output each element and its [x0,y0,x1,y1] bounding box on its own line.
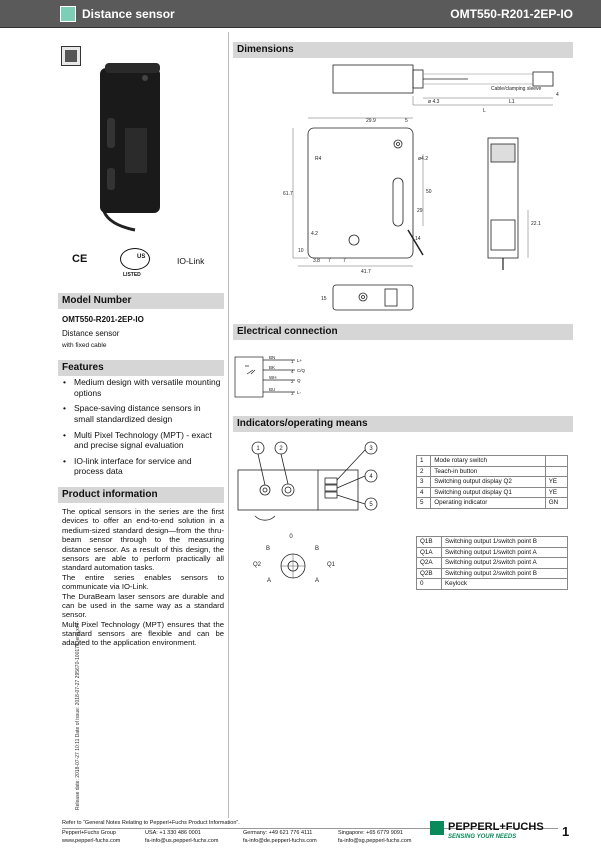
table-cell: Switching output display Q2 [431,477,546,488]
dim-label: 15 [321,296,327,302]
brand-mark-icon [430,821,444,835]
singapore-phone: Singapore: +65 6779 9091 [338,830,403,836]
table-cell: Switching output 1/switch point A [441,547,567,558]
indicators-table [416,455,568,509]
table-cell: 1 [417,456,431,467]
feature-item: • Medium design with versatile mounting options [62,377,222,398]
dim-label: ø4.2 [418,156,429,162]
table-row [417,456,568,467]
rotary-label: A [266,578,272,584]
pin-label: Q [297,378,301,383]
rotary-label: Q2 [252,562,262,568]
pin-number: 2 [291,379,294,384]
model-description: Distance sensor [62,329,120,338]
dim-label: 7 [328,258,331,264]
table-row [417,466,568,477]
group-name: Pepperl+Fuchs Group [62,830,116,836]
ul-logo-text: US [137,254,146,260]
dim-label: 14 [415,236,421,242]
table-cell: YE [545,477,567,488]
model-number-heading: Model Number [58,293,224,309]
footer-group [62,830,120,846]
table-cell: 5 [417,498,431,509]
table-cell [545,466,567,477]
rotary-label: 0 [289,534,293,540]
rotary-label: B [314,546,320,552]
dim-label: 5 [405,118,408,124]
dim-label: 61.7 [283,191,293,197]
table-cell: Q2B [417,568,442,579]
usa-phone: USA: +1 330 486 0001 [145,830,201,836]
switch-positions-table [416,536,568,590]
callout-label: 5 [369,502,373,508]
footer-germany [243,830,317,846]
pin-number: 4 [291,369,294,374]
model-subdescription: with fixed cable [62,342,107,349]
wiring-diagram [233,352,343,402]
dim-label: R4 [315,156,322,162]
rotary-label: Q1 [326,562,336,568]
table-cell: Q2A [417,558,442,569]
callout-label: 4 [369,474,373,480]
table-cell: Mode rotary switch [431,456,546,467]
table-row [417,558,568,569]
footer-usa [145,830,218,846]
footer-singapore [338,830,411,846]
category-icon [60,6,76,22]
dim-label: L1 [509,99,515,105]
dimensions-drawing [233,60,573,315]
singapore-email[interactable]: fa-info@sg.pepperl-fuchs.com [338,837,412,844]
dim-label: 50 [426,189,432,195]
feature-item: • Space-saving distance sensors in small standardized design [62,403,222,424]
wire-color: BK [269,365,276,370]
callout-label: 3 [369,446,373,452]
callout-label: 2 [279,446,283,452]
model-number: OMT550-R201-2EP-IO [62,315,144,324]
dimensions-heading: Dimensions [233,42,573,58]
dim-label: L [483,108,486,114]
dim-label: 41.7 [361,269,371,275]
dim-label: 29.9 [366,118,376,124]
pin-label: L+ [297,358,303,363]
table-cell: Teach-in button [431,466,546,477]
brand-tagline: SENSING YOUR NEEDS [448,834,517,840]
dim-label: ø 4.3 [428,99,440,105]
ul-listed-text: LISTED [123,272,141,278]
table-row [417,568,568,579]
ul-logo [120,248,150,270]
usa-email[interactable]: fa-info@us.pepperl-fuchs.com [145,837,219,844]
indicators-heading: Indicators/operating means [233,416,573,432]
pin-number: 3 [291,391,294,396]
product-info-paragraph: The entire series enables sensors to communicate via IO-Link. [62,572,224,592]
indicators-drawing [233,438,413,588]
dim-label: 4 [556,92,559,98]
features-heading: Features [58,360,224,376]
product-code: OMT550-R201-2EP-IO [450,7,573,21]
table-cell: 4 [417,487,431,498]
table-cell: 0 [417,579,442,590]
table-cell: Q1A [417,547,442,558]
table-cell: Keylock [441,579,567,590]
features-list [62,377,222,482]
table-cell: Operating indicator [431,498,546,509]
product-info-paragraph: The DuraBeam laser sensors are durable and can be used in the same way as a standard sensor. [62,591,224,620]
feature-item: • IO-link interface for service and process data [62,456,222,477]
release-info: Release date: 2018-07-27 10:11 Date of issue: 2018-07-27 295670-100176_eng.xml [75,623,81,810]
table-cell: Q1B [417,537,442,548]
feature-item: • Multi Pixel Technology (MPT) - exact and precise signal evaluation [62,430,222,451]
dim-label: 29 [417,208,423,214]
germany-phone: Germany: +49 621 776 4111 [243,830,313,836]
table-row [417,477,568,488]
rotary-label: B [265,546,271,552]
table-cell: Switching output display Q1 [431,487,546,498]
table-row [417,579,568,590]
pin-label: L- [297,390,302,395]
dim-label: 3.8 [313,258,320,264]
product-info-paragraph: Multi Pixel Technology (MPT) ensures that the standard sensors are flexible and can be adapted to the application environment. [62,619,224,648]
table-cell: Switching output 2/switch point A [441,558,567,569]
ce-mark: CE [72,253,88,265]
dim-label: Cable/clamping sleeve [491,86,542,92]
table-row [417,537,568,548]
table-cell: Switching output 2/switch point B [441,568,567,579]
iolink-logo: IO-Link [177,256,205,266]
column-divider [228,32,229,818]
table-cell: GN [545,498,567,509]
wire-color: BN [269,355,276,360]
website-link[interactable]: www.pepperl-fuchs.com [62,837,121,844]
callout-label: 1 [256,446,260,452]
pin-number: 1 [291,359,294,364]
page-number: 1 [562,824,570,839]
rotary-label: A [314,578,320,584]
table-cell: 3 [417,477,431,488]
pin-label: C/Q [297,368,306,373]
document-icon [61,46,81,66]
electrical-heading: Electrical connection [233,324,573,340]
header-bar [0,0,601,28]
table-row [417,498,568,509]
table-row [417,547,568,558]
dim-label: 10 [298,248,304,254]
table-cell [545,456,567,467]
general-notes-reference: Refer to “General Notes Relating to Pepperl+Fuchs Product Information”. [62,820,240,826]
product-info-heading: Product information [58,487,224,503]
table-row [417,487,568,498]
product-info-paragraph: The optical sensors in the series are the first devices to offer an end-to-end solution in a medium-sized standard design—from the thru-beam sensor through to the measuring distance sensor. As a result of this design, the sensors are able to perform practically all standard automation tasks. [62,507,224,573]
wire-color: WH [269,375,277,380]
table-cell: Switching output 1/switch point B [441,537,567,548]
product-info-body [62,507,224,648]
dim-label: 7 [343,258,346,264]
dim-label: 4.2 [311,231,318,237]
page-title: Distance sensor [82,7,175,21]
table-cell: 2 [417,466,431,477]
brand-name: PEPPERL+FUCHS [448,821,544,833]
wire-color: BU [269,387,276,392]
dim-label: 22.1 [531,221,541,227]
germany-email[interactable]: fa-info@de.pepperl-fuchs.com [243,837,317,844]
sensor-photo [95,58,175,233]
table-cell: YE [545,487,567,498]
